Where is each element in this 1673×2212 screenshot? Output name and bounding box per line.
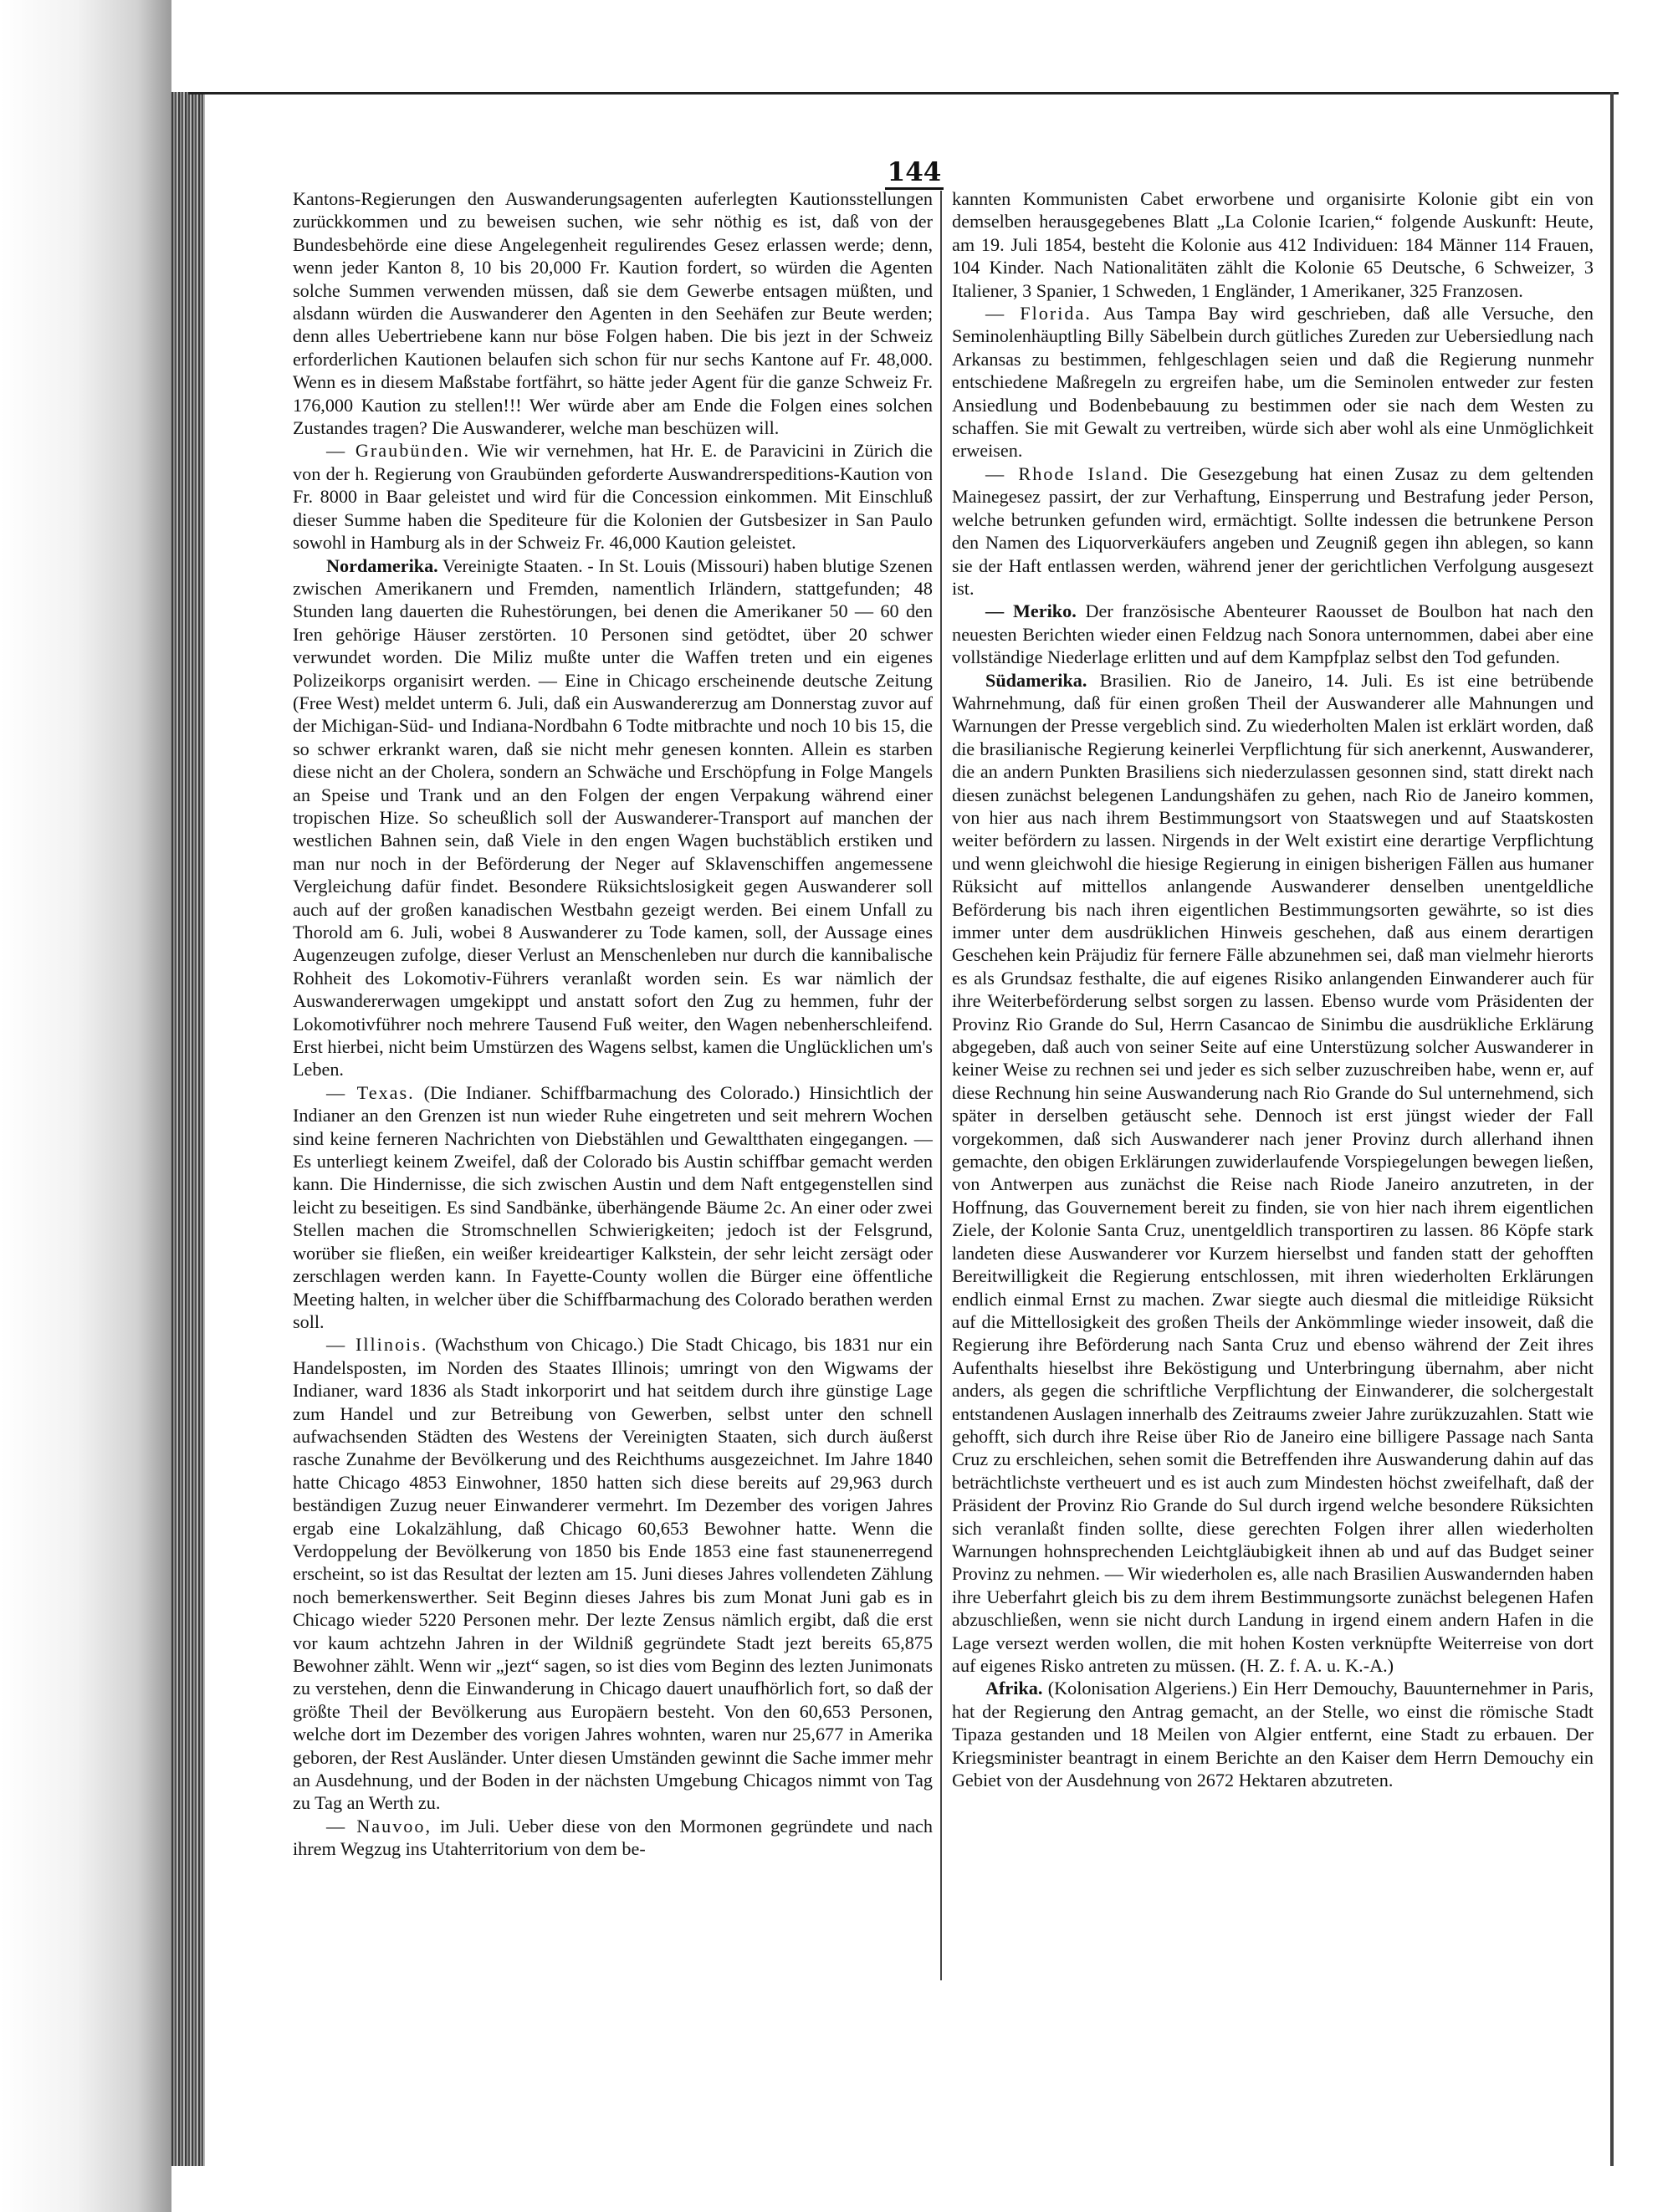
page-top-edge [188, 92, 1619, 95]
paragraph-texas: — Texas. (Die Indianer. Schiffbarmachung des Colorado.) Hinsichtlich der Indianer an den Grenzen ist nun wieder Ruhe eingetreten und seit mehrern Wochen sind keine ferneren Nachrichten von Diebstählen und Gewaltthaten eingegangen. — Es unterliegt keinem Zweifel, daß der Colorado bis Austin schiffbar gemacht werden kann. Die Hindernisse, die sich zwischen Austin und dem Naft entgegenstellen sind leicht zu beseitigen. Es sind Sandbänke, überhängende Bäume 2c. An einer oder zwei Stellen machen die Stromschnellen Schwierigkeiten; jedoch ist der Felsgrund, worüber sie fließen, ein weißer kreideartiger Kalkstein, der sehr leicht zersägt oder zerschlagen werden kann. In Fayette-County wollen die Bürger eine öffentliche Meeting halten, in welcher über die Schiffbarmachung des Colorado berathen werden soll. [293, 1081, 933, 1332]
section-lead: — Nauvoo, [326, 1815, 432, 1837]
page-right-edge [1610, 92, 1614, 2166]
column-divider [940, 191, 942, 1980]
section-lead: — Florida. [985, 303, 1092, 324]
paragraph-illinois: — Illinois. (Wachsthum von Chicago.) Die Stadt Chicago, bis 1831 nur ein Handelsposten, im Norden des Staates Illinois; umringt von den Wigwams der Indianer, ward 1836 als Stadt inkorporirt und hat seitdem durch ihre günstige Lage zum Handel und zur Betreibung von Gewerben, selbst unter den schnell aufwachsenden Städten des Westens der Vereinigten Staaten, sich durch äußerst rasche Zunahme der Bevölkerung und des Reichthums ausgezeichnet. Im Jahre 1840 hatte Chicago 4853 Einwohner, 1850 hatten sich diese bereits auf 29,963 durch beständigen Zuzug neuer Einwanderer vermehrt. Im Dezember des vorigen Jahres ergab eine Lokalzählung, daß Chicago 60,653 Bewohner hatte. Wenn die Verdoppelung der Bevölkerung von 1850 bis Ende 1853 eine fast staunenerregend erscheint, so ist das Resultat der lezten am 15. Juni dieses Jahres vollendeten Zählung noch bemerkenswerther. Seit Beginn dieses Jahres bis zum Monat Juni gab es in Chicago wieder 5220 Personen mehr. Der lezte Zensus nämlich ergibt, daß die erst vor kaum achtzehn Jahren in der Wildniß gegründete Stadt jezt bereits 65,875 Bewohner zählt. Wenn wir „jezt“ sagen, so ist dies vom Beginn des lezten Junimonats zu verstehen, denn die Einwanderung in Chicago dauert unaufhörlich fort, so daß der größte Theil der Bevölkerung aus Europäern besteht. Von den 60,653 Personen, welche dort im Dezember des vorigen Jahres wohnten, waren nur 25,677 in Amerika geboren, der Rest Ausländer. Unter diesen Umständen gewinnt die Sache immer mehr an Ausdehnung, und der Boden in der nächsten Umgebung Chicagos nimmt von Tag zu Tag an Werth zu. [293, 1334, 933, 1814]
paragraph-suedamerika: Südamerika. Brasilien. Rio de Janeiro, 14. Juli. Es ist eine betrübende Wahrnehmung, daß für einen großen Theil der Auswanderer alle Mahnungen und Warnungen der Presse vergeblich sind. Zu wiederholten Malen ist erklärt worden, daß die brasilianische Regierung keinerlei Verpflichtung für sich anerkennt, Auswanderer, die an andern Punkten Brasiliens sich niederzulassen gesonnen sind, statt direkt nach diesen zunächst belegenen Landungshäfen zu gehen, nach Rio de Janeiro kommen, von hier aus nach ihrem Bestimmungsort von Staatswegen und auf Staatskosten weiter befördern zu lassen. Nirgends in der Welt existirt eine derartige Verpflichtung und wenn gleichwohl die hiesige Regierung in einigen bisherigen Fällen aus humaner Rüksicht auf mittellos anlangende Auswanderer denselben unentgeldliche Beförderung bis nach ihren eigentlichen Bestimmungsorten gewährte, so ist dies immer unter dem ausdrüklichen Hinweis geschehen, daß aus einem derartigen Geschehen kein Präjudiz für fernere Fälle abzunehmen sei, daß man vielmehr hierorts es als Grundsaz festhalte, die auf eigenes Risiko anlangenden Einwanderer auch für ihre Weiterbeförderung selbst sorgen zu lassen. Ebenso wurde vom Präsidenten der Provinz Rio Grande do Sul, Herrn Casancao de Sinimbu die ausdrükliche Erklärung abgegeben, daß auch von seiner Seite auf eine Unterstüzung solcher Auswanderer in keiner Weise zu rechnen sei und jeder es sich selber zuzuschreiben habe, wenn er, auf diese Rechnung hin seine Auswanderung nach Rio Grande do Sul unternehmend, sich später in derselben getäuscht sehe. Dennoch ist erst jüngst wieder der Fall vorgekommen, daß sich Auswanderer nach jener Provinz durch allerhand ihnen gemachte, den obigen Erklärungen zuwiderlaufende Vorspiegelungen bewegen ließen, von Antwerpen aus zunächst die Reise nach Riode Janeiro anzutreten, in der Hoffnung, das Gouvernement bereit zu finden, sie von hier nach ihrem eigentlichen Ziele, der Kolonie Santa Cruz, unentgeldlich transportiren zu lassen. 86 Köpfe stark landeten diese Auswanderer vor Kurzem hierselbst und fanden statt der gehofften Bereitwilligkeit die Regierung entschlossen, mit ihren wiederholten Erklärungen endlich einmal Ernst zu machen. Zwar siegte auch diesmal die mitleidige Rüksicht auf die Mittellosigkeit des großen Theils der Ankömmlinge wieder insoweit, daß die Regierung ihre Beförderung nach Santa Cruz und ebenso während der Zeit ihres Aufenthalts hieselbst ihre Beköstigung und Unterbringung übernahm, aber nicht anders, als gegen die schriftliche Verpflichtung der Einwanderer, die solchergestalt entstandenen Auslagen innerhalb des Zeitraums zweier Jahre zurükzuzahlen. Statt wie gehofft, sich durch ihre Reise über Rio de Janeiro eine billigere Passage nach Santa Cruz zu erschleichen, sehen somit die Betreffenden ihre Auswanderung dahin auf das beträchtlichste vertheuert und es ist auch zum Mindesten höchst zweifelhaft, daß der Präsident der Provinz Rio Grande do Sul durch irgend welche besondere Rüksichten sich veranlaßt finden sollte, diese gerechten Folgen ihrer allen wiederholten Warnungen hohnsprechenden Leichtgläubigkeit ihnen ab und auf das Budget seiner Provinz zu nehmen. — Wir wiederholen es, alle nach Brasilien Auswandernden haben ihre Ueberfahrt gleich bis zu dem ihrem Bestimmungsorte zunächst belegenen Hafen abzuschließen, wenn sie nicht durch Landung in irgend einem andern Hafen in die Lage versezt werden wollen, die mit hohen Kosten verknüpfte Weiterreise von dort auf eigenes Risko antreten zu müssen. (H. Z. f. A. u. K.-A.) [952, 669, 1594, 1676]
page-edge-shadow [171, 92, 205, 2166]
section-heading: Afrika. [985, 1678, 1043, 1699]
page-number: 144 [885, 157, 944, 190]
paragraph-meriko: — Meriko. Der französische Abenteurer Raousset de Boulbon hat nach den neuesten Berichten wieder einen Feldzug nach Sonora unternommen, dabei aber eine vollständige Niederlage erlitten und auf dem Kampfplaz selbst den Tod gefunden. [952, 600, 1594, 668]
paragraph: kannten Kommunisten Cabet erworbene und organisirte Kolonie gibt ein von demselben herausgegebenes Blatt „La Colonie Icarien,“ folgende Auskunft: Heute, am 19. Juli 1854, besteht die Kolonie aus 412 Individuen: 184 Männer 114 Frauen, 104 Kinder. Nach Nationalitäten zählt die Kolonie 65 Deutsche, 6 Schweizer, 3 Italiener, 3 Spanier, 1 Schweden, 1 Engländer, 1 Amerikaner, 325 Franzosen. [952, 188, 1594, 301]
paragraph-nordamerika: Nordamerika. Vereinigte Staaten. - In St. Louis (Missouri) haben blutige Szenen zwischen Amerikanern und Fremden, namentlich Irländern, stattgefunden; 48 Stunden lang dauerten die Ruhestörungen, bei denen die Amerikaner 50 — 60 den Iren gehörige Häuser zerstörten. 10 Personen sind getödtet, über 20 schwer verwundet worden. Die Miliz mußte unter die Waffen treten und ein eigenes Polizeikorps organisirt werden. — Eine in Chicago erscheinende deutsche Zeitung (Free West) meldet unterm 6. Juli, daß ein Auswandererzug am Donnerstag zuvor auf der Michigan-Süd- und Indiana-Nordbahn 6 Todte mitbrachte und noch 10 bis 15, die so schwer erkrankt waren, daß sie nicht mehr genesen konnten. Allein es starben diese nicht an der Cholera, sondern an Schwäche und Erschöpfung in Folge Mangels an Speise und Trank und an den Folgen der engen Verpakung während einer tropischen Hize. So scheußlich soll der Auswanderer-Transport auf manchen der westlichen Bahnen sein, daß Viele in den engen Wagen buchstäblich erstiken und man nur noch in der Beförderung der Neger auf Sklavenschiffen angemessene Vergleichung dafür findet. Besondere Rüksichtslosigkeit gegen Auswanderer soll auch auf der großen kanadischen Westbahn gezeigt werden. Bei einem Unfall zu Thorold am 6. Juli, wobei 8 Auswanderer zu Tode kamen, soll, der Aussage eines Augenzeugen zufolge, dieser Verlust an Menschenleben nur durch die kannibalische Rohheit des Lokomotiv-Führers veranlaßt worden sein. Es war nämlich der Auswandererwagen umgekippt und anstatt sofort den Zug zu hemmen, fuhr der Lokomotivführer noch mehrere Tausend Fuß weiter, den Wagen nebenherschleifend. Erst hierbei, nicht beim Umstürzen des Wagens selbst, kamen die Unglücklichen um's Leben. [293, 554, 933, 1080]
section-heading: Nordamerika. [326, 554, 438, 576]
paragraph-afrika: Afrika. (Kolonisation Algeriens.) Ein Herr Demouchy, Bauunternehmer in Paris, hat der Regierung den Antrag gemacht, an der Stelle, wo einst die römische Stadt Tipaza gestanden und 18 Meilen von Algier entfernt, eine Stadt zu erbauen. Der Kriegsminister beantragt in einem Berichte an den Kaiser dem Herrn Demouchy ein Gebiet von der Ausdehnung von 2672 Hektaren abzutreten. [952, 1678, 1594, 1791]
paragraph-florida: — Florida. Aus Tampa Bay wird geschrieben, daß alle Versuche, den Seminolenhäuptling Billy Säbelbein durch gütliches Zureden zur Uebersiedlung nach Arkansas zu bestimmen, fehlgeschlagen seien und daß die Regierung nunmehr entschiedene Maßregeln zu ergreifen habe, um die Seminolen entweder zur festen Ansiedlung und Bodenbebauung zu bestimmen oder sie nach dem Westen zu schaffen. Sie mit Gewalt zu vertreiben, würde sich aber wohl als eine Unmöglichkeit erweisen. [952, 303, 1594, 462]
section-lead: — Graubünden. [326, 440, 471, 462]
paragraph-graubuenden: — Graubünden. Wie wir vernehmen, hat Hr. E. de Paravicini in Zürich die von der h. Regierung von Graubünden geforderte Auswandrerspeditions-Kaution von Fr. 8000 in Baar geleistet und wird für die Concession einkommen. Mit Einschluß dieser Summe haben die Spediteure für die Kolonien der Gutsbesizer in San Paulo sowohl in Hamburg als in der Schweiz Fr. 46,000 Kaution geleistet. [293, 440, 933, 554]
section-lead: — Rhode Island. [985, 462, 1150, 484]
paragraph: Kantons-Regierungen den Auswanderungsagenten auferlegten Kautionsstellungen zurückkommen und zu beweisen suchen, wie sehr nöthig es ist, daß von der Bundesbehörde eine diese Angelegenheit regulirendes Gesez erlassen werde; denn, wenn jeder Kanton 8, 10 bis 20,000 Fr. Kaution fordert, so würden die Agenten solche Summen verwenden müssen, daß sie dem Gewerbe entsagen müßten, und alsdann würden die Auswanderer den Agenten in den Seehäfen zur Beute werden; denn alles Uebertriebene kann nur böse Folgen haben. Die bis jezt in der Schweiz erforderlichen Kautionen belaufen sich schon für nur sechs Kantone auf Fr. 48,000. Wenn es in diesem Maßstabe fortfährt, so hätte jeder Agent für die ganze Schweiz Fr. 176,000 Kaution zu stellen!!! Wer würde aber am Ende die Folgen eines solchen Zustandes tragen? Die Auswanderer, welche man beschüzen will. [293, 188, 933, 439]
left-column [293, 187, 933, 2044]
section-lead: — Meriko. [985, 600, 1077, 622]
paragraph-nauvoo: — Nauvoo, im Juli. Ueber diese von den Mormonen gegründete und nach ihrem Wegzug ins Utahterritorium von dem be- [293, 1815, 933, 1860]
paragraph-rhode-island: — Rhode Island. Die Gesezgebung hat einen Zusaz zu dem geltenden Mainegesez passirt, der zur Verhaftung, Einsperrung und Bestrafung jeder Person, welche betrunken gefunden wird, ermächtigt. Sollte indessen die betrunkene Person den Namen des Liquorverkäufers angeben und Zeugniß gegen ihn ablegen, so kann sie der Haft entlassen werden, während jener der gerichtlichen Verfolgung ausgesezt ist. [952, 462, 1594, 599]
section-lead: — Illinois. [326, 1334, 428, 1356]
book-binding [0, 0, 171, 2212]
section-heading: Südamerika. [985, 669, 1087, 691]
section-lead: — Texas. [326, 1081, 415, 1103]
right-column [952, 187, 1594, 2044]
